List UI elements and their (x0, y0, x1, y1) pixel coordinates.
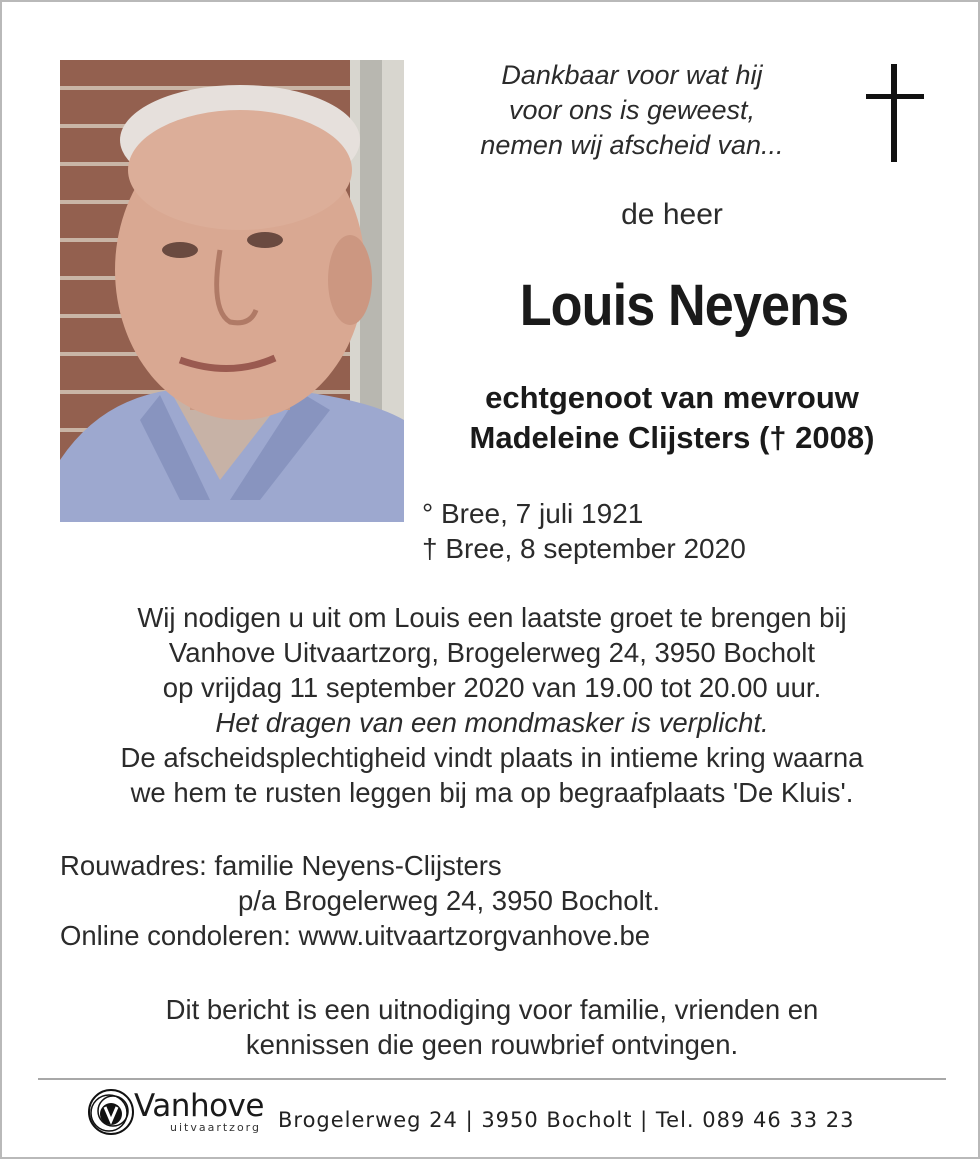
condolences-line: Online condoleren: www.uitvaartzorgvanhove.be (60, 920, 651, 951)
footer-divider (38, 1078, 946, 1080)
intro-line: nemen wij afscheid van... (480, 130, 784, 160)
spouse-line: Madeleine Clijsters († 2008) (469, 420, 875, 455)
intro-text (422, 58, 842, 163)
notice-line: Dit bericht is een uitnodiging voor familie, vrienden en (165, 994, 819, 1025)
ceremony-line: De afscheidsplechtigheid vindt plaats in intieme kring waarna (120, 742, 864, 773)
life-dates (422, 496, 746, 566)
rouwadres-line: Rouwadres: familie Neyens-Clijsters (60, 850, 502, 881)
vanhove-logo-icon (86, 1086, 136, 1138)
cross-icon (866, 64, 924, 162)
deceased-name: Louis Neyens (519, 273, 849, 338)
invitation-line: Vanhove Uitvaartzorg, Brogelerweg 24, 3950 Bocholt (168, 637, 816, 668)
spouse-info (422, 378, 922, 458)
intro-line: Dankbaar voor wat hij (501, 60, 763, 90)
salutation: de heer (621, 198, 723, 231)
street-line: p/a Brogelerweg 24, 3950 Bocholt. (238, 885, 660, 916)
footer-contact: Brogelerweg 24 | 3950 Bocholt | Tel. 089 46 33 23 (278, 1108, 855, 1132)
death-date: † Bree, 8 september 2020 (422, 533, 746, 564)
intro-line: voor ons is geweest, (508, 95, 756, 125)
invitation-notice (42, 992, 942, 1062)
spouse-line: echtgenoot van mevrouw (485, 380, 859, 415)
invitation-text (42, 600, 942, 810)
invitation-line: op vrijdag 11 september 2020 van 19.00 tot 20.00 uur. (162, 672, 822, 703)
ceremony-line: we hem te rusten leggen bij ma op begraafplaats 'De Kluis'. (130, 777, 854, 808)
portrait-photo (60, 60, 404, 522)
notice-line: kennissen die geen rouwbrief ontvingen. (245, 1029, 739, 1060)
mask-notice: Het dragen van een mondmasker is verplicht. (215, 707, 769, 738)
birth-date: ° Bree, 7 juli 1921 (422, 498, 644, 529)
mourning-address (60, 848, 660, 953)
brand-subtitle: uitvaartzorg (170, 1121, 261, 1134)
invitation-line: Wij nodigen u uit om Louis een laatste groet te brengen bij (137, 602, 847, 633)
footer (86, 1084, 926, 1144)
brand-name: Vanhove (134, 1088, 264, 1124)
